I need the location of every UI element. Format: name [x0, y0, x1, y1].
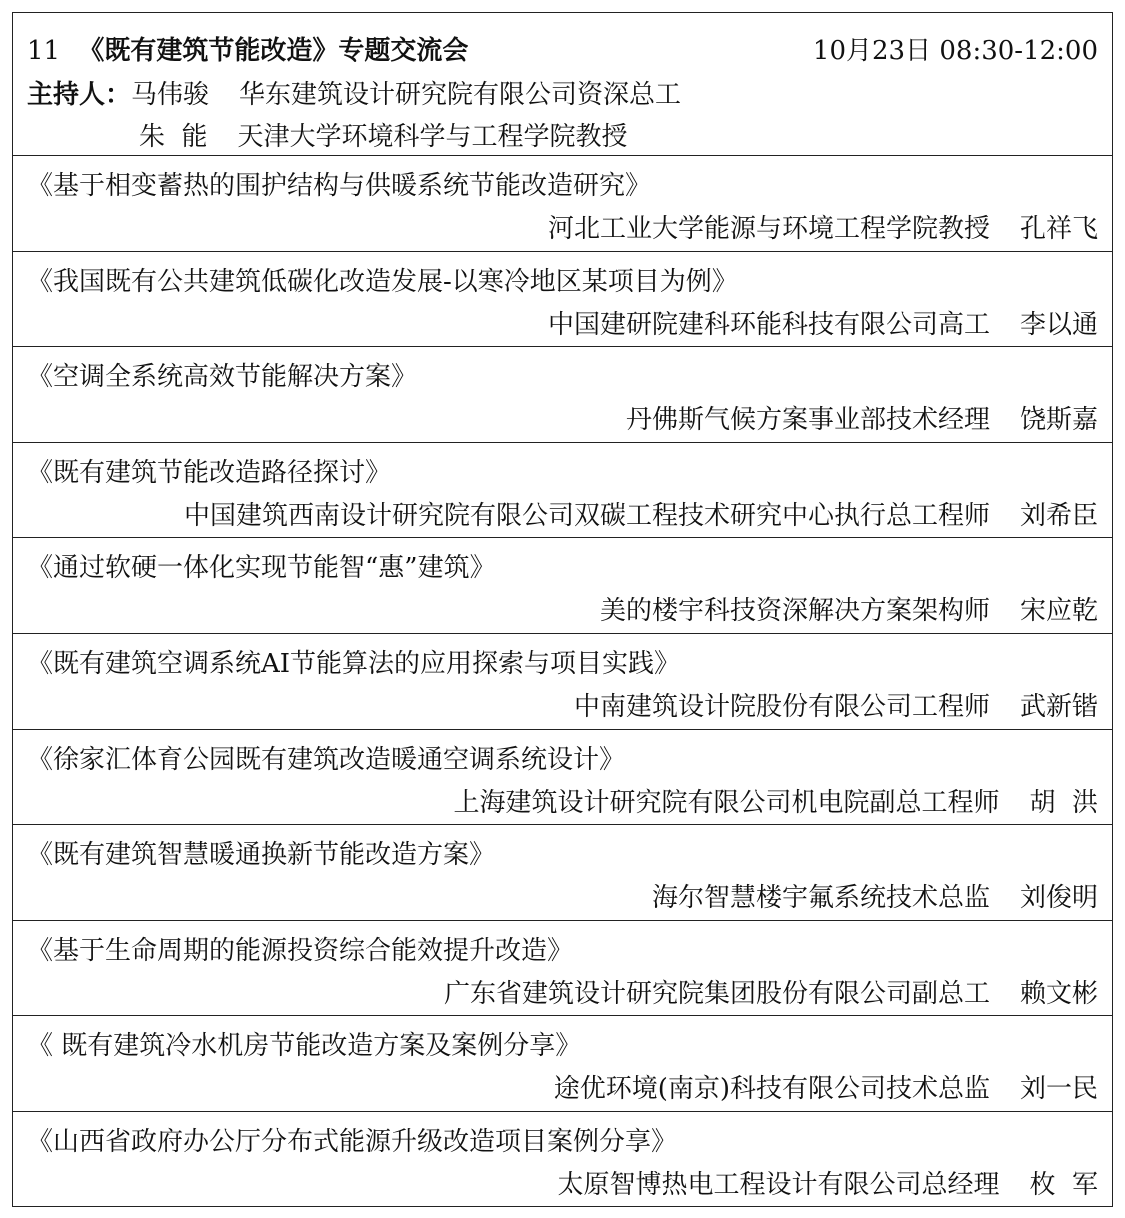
talk-row — [13, 921, 1112, 1017]
talk-speaker-line — [554, 1073, 1098, 1105]
speaker-name: 武新锴 — [1019, 691, 1098, 722]
speaker-affiliation: 丹佛斯气候方案事业部技术经理 — [625, 405, 990, 436]
speaker-affiliation: 中国建筑西南设计研究院有限公司双碳工程技术研究中心执行总工程师 — [183, 500, 990, 531]
talk-row — [13, 538, 1112, 634]
speaker-affiliation: 中国建研院建科环能科技有限公司高工 — [547, 309, 990, 340]
talk-speaker-line — [184, 500, 1098, 532]
session-header — [13, 13, 1112, 156]
talk-speaker-line — [453, 787, 1098, 819]
host-affiliation: 天津大学环境科学与工程学院教授 — [237, 122, 628, 152]
talk-row — [13, 443, 1112, 539]
speaker-name: 胡 洪 — [1029, 787, 1098, 818]
talk-row — [13, 1112, 1112, 1208]
speaker-name: 刘希臣 — [1019, 500, 1098, 531]
session-title-line — [27, 35, 468, 67]
host-name: 马伟骏 — [131, 80, 210, 110]
talk-row — [13, 347, 1112, 443]
speaker-affiliation: 中南建筑设计院股份有限公司工程师 — [573, 691, 990, 722]
talk-row — [13, 156, 1112, 252]
talk-title: 《 既有建筑冷水机房节能改造方案及案例分享》 — [27, 1031, 582, 1062]
talk-list — [13, 156, 1112, 1208]
speaker-affiliation: 途优环境(南京)科技有限公司技术总监 — [553, 1074, 990, 1105]
session-number: 11 — [27, 36, 61, 66]
talk-title: 《基于生命周期的能源投资综合能效提升改造》 — [27, 935, 574, 966]
talk-speaker-line — [652, 882, 1098, 914]
talk-title: 《既有建筑空调系统AI节能算法的应用探索与项目实践》 — [27, 648, 681, 679]
talk-row — [13, 730, 1112, 826]
talk-speaker-line — [626, 404, 1098, 436]
speaker-name: 饶斯嘉 — [1019, 405, 1098, 436]
host-line-1 — [27, 79, 681, 111]
speaker-name: 赖文彬 — [1019, 978, 1098, 1009]
speaker-name: 枚 军 — [1029, 1169, 1098, 1200]
host-affiliation: 华东建筑设计研究院有限公司资深总工 — [239, 80, 682, 110]
talk-title: 《山西省政府办公厅分布式能源升级改造项目案例分享》 — [27, 1126, 678, 1157]
speaker-affiliation: 河北工业大学能源与环境工程学院教授 — [547, 214, 990, 244]
talk-row — [13, 252, 1112, 348]
speaker-name: 刘俊明 — [1019, 883, 1098, 914]
speaker-affiliation: 美的楼宇科技资深解决方案架构师 — [599, 596, 990, 627]
talk-speaker-line — [557, 1169, 1098, 1201]
talk-row — [13, 1016, 1112, 1112]
speaker-affiliation: 太原智博热电工程设计有限公司总经理 — [557, 1169, 1000, 1200]
talk-speaker-line — [548, 309, 1098, 341]
talk-title: 《既有建筑智慧暖通换新节能改造方案》 — [27, 840, 496, 871]
talk-title: 《我国既有公共建筑低碳化改造发展-以寒冷地区某项目为例》 — [27, 266, 738, 297]
talk-row — [13, 825, 1112, 921]
session-time: 10月23日 08:30-12:00 — [812, 36, 1098, 66]
host-name: 朱 能 — [139, 122, 208, 152]
talk-title: 《基于相变蓄热的围护结构与供暖系统节能改造研究》 — [27, 171, 652, 201]
speaker-name: 宋应乾 — [1019, 596, 1098, 627]
talk-title: 《徐家汇体育公园既有建筑改造暖通空调系统设计》 — [27, 744, 626, 775]
speaker-affiliation: 海尔智慧楼宇氟系统技术总监 — [651, 883, 990, 914]
speaker-affiliation: 广东省建筑设计研究院集团股份有限公司副总工 — [443, 978, 990, 1009]
session-table — [12, 12, 1113, 1207]
speaker-name: 刘一民 — [1019, 1074, 1098, 1105]
speaker-affiliation: 上海建筑设计研究院有限公司机电院副总工程师 — [453, 787, 1000, 818]
talk-row — [13, 634, 1112, 730]
talk-title: 《既有建筑节能改造路径探讨》 — [27, 457, 392, 488]
talk-speaker-line — [548, 213, 1098, 245]
talk-speaker-line — [444, 978, 1098, 1010]
talk-title: 《通过软硬一体化实现节能智“惠”建筑》 — [27, 553, 496, 584]
talk-speaker-line — [574, 691, 1098, 723]
session-title: 《既有建筑节能改造》专题交流会 — [78, 36, 469, 66]
talk-title: 《空调全系统高效节能解决方案》 — [27, 362, 418, 393]
speaker-name: 孔祥飞 — [1019, 214, 1098, 244]
host-line-2 — [139, 121, 628, 153]
host-label: 主持人： — [27, 80, 132, 110]
speaker-name: 李以通 — [1019, 309, 1098, 340]
talk-speaker-line — [600, 595, 1098, 627]
